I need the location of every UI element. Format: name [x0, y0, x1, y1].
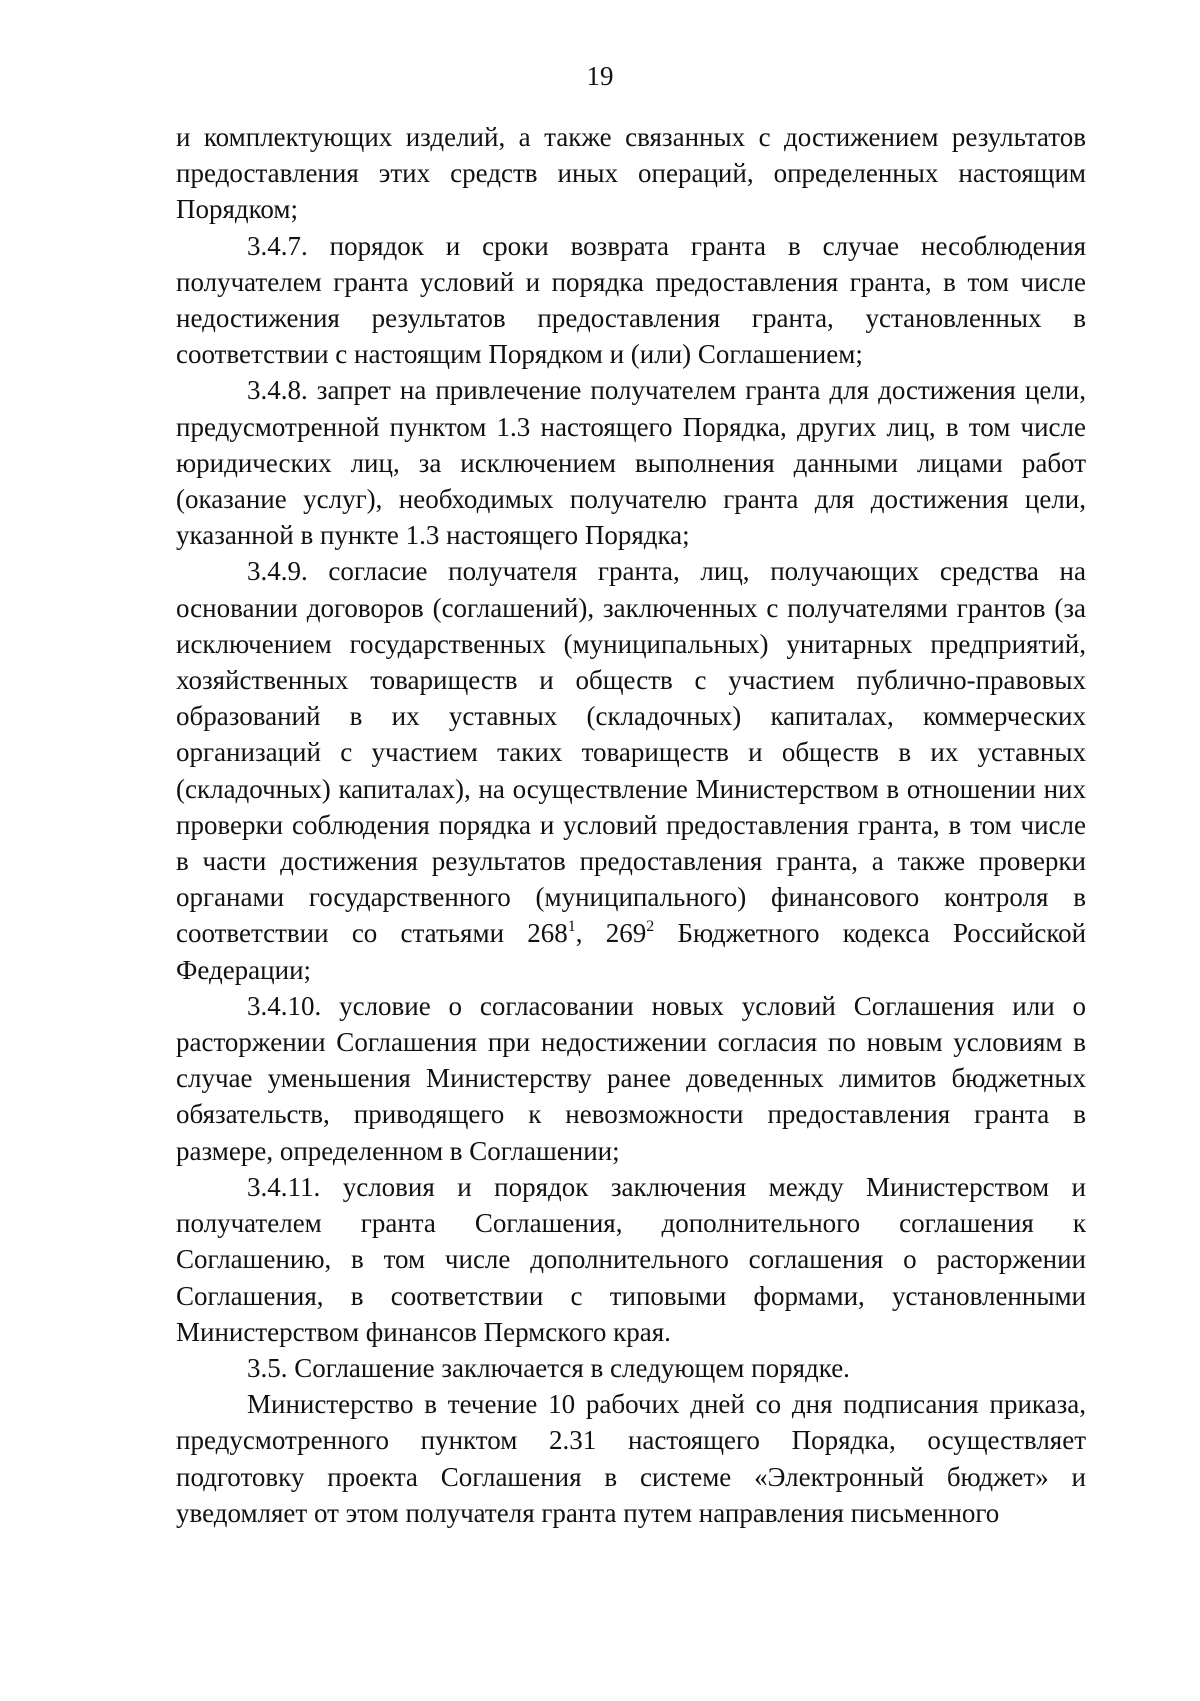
paragraph-continuation: и комплектующих изделий, а также связанных с достижением результатов предоставления этих средств иных операций, определенных настоящим Порядком;: [176, 122, 1086, 225]
document-body: [176, 119, 1086, 1531]
article-reference-268: 268: [527, 918, 568, 949]
article-reference-269: 269: [605, 918, 647, 949]
paragraph-3-5: 3.5. Соглашение заключается в следующем порядке.: [247, 1352, 850, 1383]
paragraph-3-4-9-text-after: Бюджетного кодекса Российской Федерации;: [176, 918, 1087, 985]
paragraph-3-4-9: [176, 553, 1086, 987]
paragraph-3-4-10: 3.4.10. условие о согласовании новых условий Соглашения или о расторжении Соглашения при недостижении согласия по новым условиям в случае уменьшения Министерству ранее доведенных лимитов бюджетных обязательств, приводящего к невозможности предоставления гранта в размере, определенном в Соглашении;: [176, 990, 1086, 1166]
article-269-superscript: 2: [646, 918, 655, 936]
page-number: 19: [586, 61, 614, 91]
paragraph-3-4-7: 3.4.7. порядок и сроки возврата гранта в случае несоблюдения получателем гранта условий и порядка предоставления гранта, в том числе недостижения результатов предоставления гранта, установленных в соответствии с настоящим Порядком и (или) Соглашением;: [176, 230, 1086, 370]
paragraph-3-5-body: Министерство в течение 10 рабочих дней со дня подписания приказа, предусмотренного пунктом 2.31 настоящего Порядка, осуществляет подготовку проекта Соглашения в системе «Электронный бюджет» и уведомляет от этом получателя гранта путем направления письменного: [176, 1389, 1086, 1528]
paragraph-3-4-11: 3.4.11. условия и порядок заключения между Министерством и получателем гранта Соглашения, дополнительного соглашения к Соглашению, в том числе дополнительного соглашения о расторжении Соглашения, в соответствии с типовыми формами, установленными Министерством финансов Пермского края.: [176, 1171, 1086, 1347]
article-reference-separator: ,: [575, 918, 606, 949]
paragraph-3-4-9-text-before: 3.4.9. согласие получателя гранта, лиц, получающих средства на основании договоров (соглашений), заключенных с получателями грантов (за исключением государственных (муниципальных) унитарных предприятий, хозяйственных товариществ и обществ с участием публично-правовых образований в их уставных (складочных) капиталах, коммерческих организаций с участием таких товариществ и обществ в их уставных (складочных) капиталах), на осуществление Министерством в отношении них проверки соблюдения порядка и условий предоставления гранта, в том числе в части достижения результатов предоставления гранта, а также проверки органами государственного (муниципального) финансового контроля в соответствии со статьями: [176, 556, 1086, 949]
article-268-superscript: 1: [567, 918, 576, 936]
paragraph-3-4-8: 3.4.8. запрет на привлечение получателем гранта для достижения цели, предусмотренной пунктом 1.3 настоящего Порядка, других лиц, в том числе юридических лиц, за исключением выполнения данными лицами работ (оказание услуг), необходимых получателю гранта для достижения цели, указанной в пункте 1.3 настоящего Порядка;: [176, 375, 1086, 551]
